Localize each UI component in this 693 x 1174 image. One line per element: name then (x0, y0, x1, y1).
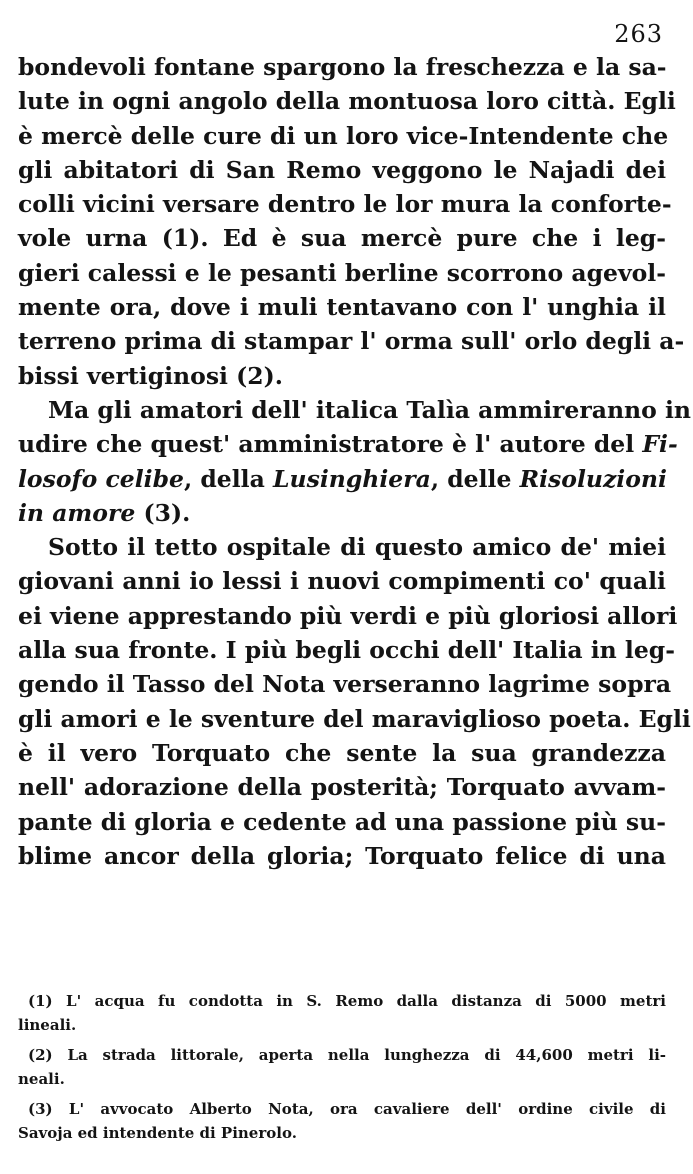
text-line: gli abitatori di San Remo veggono le Najadi dei (18, 155, 666, 184)
footnote-1 (18, 990, 666, 1037)
text-run: , della (183, 464, 273, 493)
text-line: gieri calessi e le pesanti berline scorrono agevol- (18, 258, 666, 287)
text-line: colli vicini versare dentro le lor mura la conforte- (18, 190, 672, 219)
paragraph-1 (18, 50, 685, 393)
paragraph-2 (18, 393, 692, 530)
text-line: alla sua fronte. I più begli occhi dell' Italia in leg- (18, 636, 675, 665)
text-line: Ma gli amatori dell' italica Talìa ammireranno in (48, 395, 692, 424)
text-line: bissi vertiginosi (2). (18, 361, 283, 390)
text-line: mente ora, dove i muli tentavano con l' unghia il (18, 293, 666, 322)
italic-title: Lusinghiera (272, 464, 431, 493)
text-line (18, 427, 678, 461)
paragraph-3 (18, 530, 691, 873)
text-run: udire che quest' amministratore è l' autore del (18, 430, 643, 459)
italic-title: Fi- (642, 430, 678, 459)
text-line: è mercè delle cure di un loro vice-Intendente che (18, 121, 669, 150)
footnote-line: (1) L' acqua fu condotta in S. Remo dalla distanza di 5000 metri (28, 992, 666, 1010)
footnote-line: (3) L' avvocato Alberto Nota, ora cavaliere dell' ordine civile di (28, 1100, 666, 1118)
text-line: è il vero Torquato che sente la sua grandezza (18, 738, 666, 767)
text-run: (3). (135, 498, 191, 527)
text-run: , delle (430, 464, 520, 493)
text-line: nell' adorazione della posterità; Torquato avvam- (18, 773, 666, 802)
text-line (18, 496, 666, 530)
text-line: giovani anni io lessi i nuovi compimenti co' quali (18, 567, 666, 596)
italic-title: losofo celibe (18, 464, 184, 493)
footnote-3 (18, 1098, 666, 1145)
footnote-line: neali. (18, 1069, 65, 1088)
text-line: ei viene apprestando più verdi e più gloriosi allori (18, 601, 678, 630)
text-line: bondevoli fontane spargono la freschezza e la sa- (18, 53, 667, 81)
italic-title: Risoluzioni (519, 464, 667, 493)
footnote-line: (2) La strada littorale, aperta nella lunghezza di 44,600 metri li- (28, 1046, 666, 1064)
text-line: terreno prima di stampar l' orma sull' orlo degli a- (18, 327, 685, 356)
text-line: gendo il Tasso del Nota verseranno lagrime sopra (18, 670, 672, 699)
footnotes (18, 990, 666, 1145)
footnote-line: lineali. (18, 1015, 77, 1034)
text-line: lute in ogni angolo della montuosa loro città. Egli (18, 87, 676, 116)
italic-title: in amore (18, 498, 136, 527)
text-line: vole urna (1). Ed è sua mercè pure che i leg- (18, 224, 666, 253)
page-number: 263 (614, 20, 663, 48)
body-text (18, 50, 692, 873)
text-line: gli amori e le sventure del maraviglioso poeta. Egli (18, 704, 691, 733)
text-line: pante di gloria e cedente ad una passione più su- (18, 807, 666, 836)
footnote-2 (18, 1044, 666, 1091)
text-line: Sotto il tetto ospitale di questo amico de' miei (48, 533, 666, 562)
text-line (18, 462, 666, 496)
footnote-line: Savoja ed intendente di Pinerolo. (18, 1123, 297, 1142)
text-line: blime ancor della gloria; Torquato felice di una (18, 841, 666, 870)
